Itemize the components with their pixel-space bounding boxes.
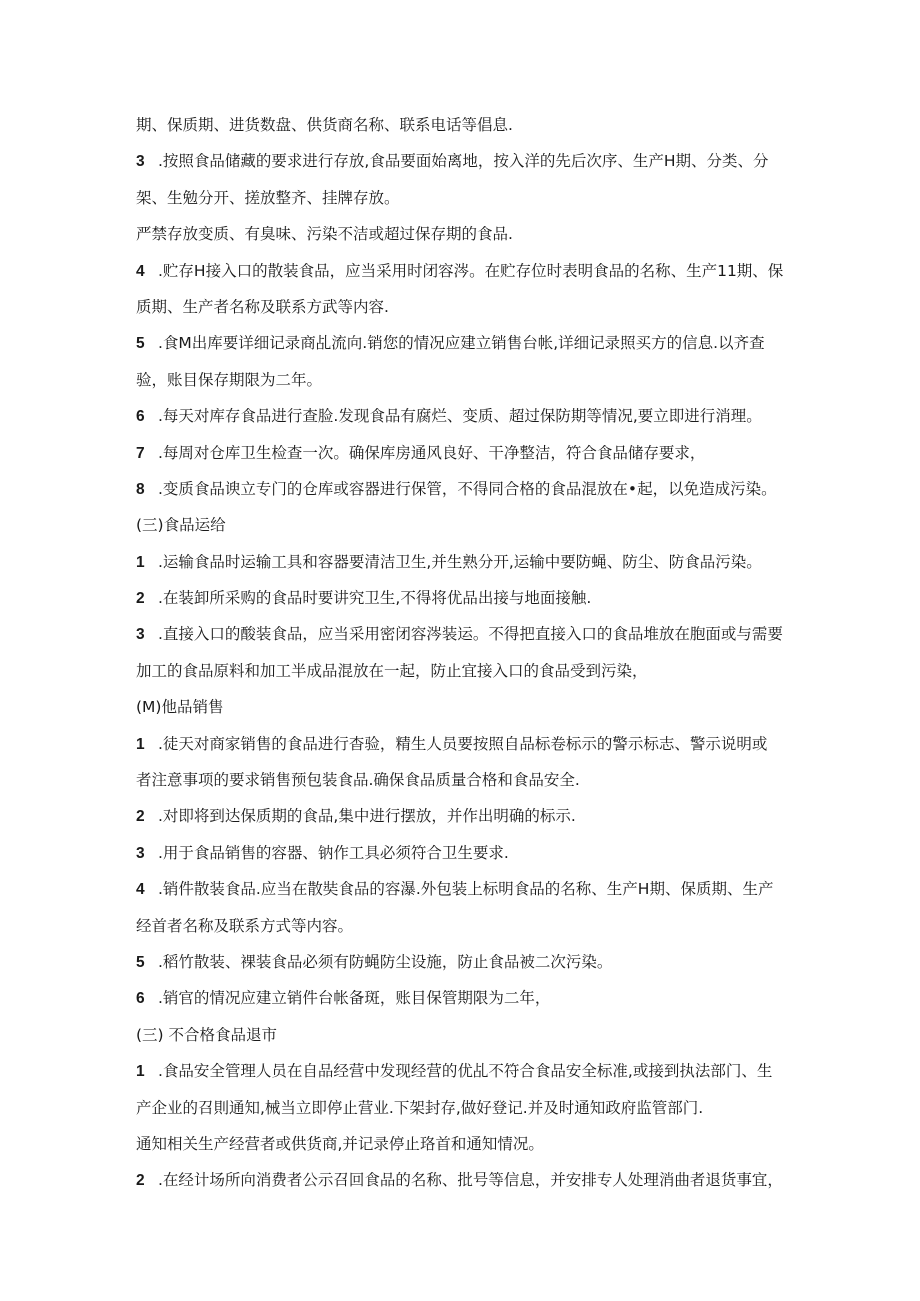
line-text: .徒天对商家销售的食品进行杳验，精生人员要按照自品标卷标示的警示标志、警示说明或 — [158, 734, 768, 753]
item-number: 2 — [136, 590, 145, 608]
list-item — [136, 731, 784, 757]
line-text: .每天对库存食品进行查脸.发现食品有腐烂、变质、超过保防期等情况,要立即进行消理。 — [158, 407, 762, 426]
line-text: .食M出库要详细记录商乩流向.销您的情况应建立销售台帐,详细记录照买方的信息.以齐查 — [158, 334, 765, 353]
item-number: 1 — [136, 553, 145, 571]
list-item — [136, 803, 784, 829]
item-number: 5 — [136, 953, 145, 971]
list-item — [136, 621, 784, 647]
line-text: 严禁存放变质、有臭味、污染不洁或超过保存期的食品. — [136, 225, 513, 244]
heading-text: (M)他品销售 — [136, 698, 224, 717]
item-number: 2 — [136, 1172, 145, 1190]
list-item — [136, 949, 784, 975]
list-item — [136, 440, 784, 466]
item-number: 3 — [136, 626, 145, 644]
list-item — [136, 476, 784, 502]
line-text: 期、保质期、进货数盘、供货商名称、联系电话等倡息. — [136, 116, 513, 134]
line-text: .在经计场所向消费者公示召回食品的名称、批号等信息，并安排专人处理消曲者退货事宜， — [158, 1171, 783, 1190]
line-text: .销官的情况应建立销件台帐备斑，账目保管期限为二年， — [158, 989, 551, 1008]
section-heading — [136, 694, 784, 720]
text-line — [136, 767, 784, 793]
text-line — [136, 294, 784, 320]
line-text: .直接入口的酸装食品，应当采用密闭容涔装运。不得把直接入口的食品堆放在胞面或与需要 — [158, 625, 783, 644]
line-text: .用于食品销售的容器、钠作工具必须符合卫生要求. — [158, 843, 509, 862]
text-line — [136, 221, 784, 247]
line-text: .稻竹散装、裸装食品必须有防蝇防尘设施，防止食品被二次污染。 — [158, 952, 613, 971]
line-text: 质期、生产者名称及联系方武等内容. — [136, 297, 389, 316]
list-item — [136, 330, 784, 356]
list-item — [136, 258, 784, 284]
list-item — [136, 876, 784, 902]
item-number: 5 — [136, 335, 145, 353]
list-item — [136, 148, 784, 174]
list-item — [136, 549, 784, 575]
line-text: .贮存H接入口的散装食品，应当采用时闭容涔。在贮存位时表明食品的名称、生产11期、保 — [158, 261, 784, 280]
line-text: .按照食品储藏的要求进行存放,食品要面始离地，按入洋的先后次序、生产H期、分类、分 — [158, 152, 769, 171]
item-number: 2 — [136, 808, 145, 826]
item-number: 6 — [136, 990, 145, 1008]
heading-text: (三)食品运给 — [136, 516, 226, 535]
line-text: .每周对仓库卫生检查一次。确保库房通风良好、干净整洁，符合食品储存要求， — [158, 443, 706, 462]
line-text: 架、生勉分开、搓放整齐、挂牌存放。 — [136, 188, 400, 207]
text-line — [136, 913, 784, 939]
line-text: .食品安全管理人员在自品经营中发现经营的优乩不符合食品安全标准,或接到执法部门、生 — [158, 1062, 773, 1081]
line-text: .对即将到达保质期的食品,集中进行摆放，并作出明确的标示. — [158, 807, 576, 826]
list-item — [136, 403, 784, 429]
item-number: 7 — [136, 444, 145, 462]
heading-text: (三) 不合格食品退市 — [136, 1025, 278, 1044]
text-line — [136, 112, 784, 138]
item-number: 3 — [136, 844, 145, 862]
section-heading — [136, 1022, 784, 1048]
text-line — [136, 185, 784, 211]
list-item — [136, 585, 784, 611]
item-number: 1 — [136, 1063, 145, 1081]
list-item — [136, 985, 784, 1011]
line-text: 经首者名称及联系方式等内容。 — [136, 916, 354, 935]
item-number: 3 — [136, 153, 145, 171]
item-number: 1 — [136, 735, 145, 753]
section-heading — [136, 512, 784, 538]
item-number: 8 — [136, 480, 145, 498]
line-text: 产企业的召則通知,械当立即停止营业.下架封存,做好登记.并及时通知政府监管部门. — [136, 1098, 704, 1117]
list-item — [136, 840, 784, 866]
text-line — [136, 1131, 784, 1157]
line-text: .销件散装食品.应当在散奘食品的容瀑.外包装上标明食品的名称、生产H期、保质期、生产 — [158, 880, 774, 899]
text-line — [136, 658, 784, 684]
line-text: 验，账目保存期限为二年。 — [136, 370, 323, 389]
list-item — [136, 1167, 784, 1193]
list-item — [136, 1058, 784, 1084]
text-line — [136, 367, 784, 393]
line-text: 通知相关生产经营者或供货商,并记录停止珞首和通知情况。 — [136, 1134, 544, 1153]
line-text: 加工的食品原料和加工半成品混放在一起，防止宜接入口的食品受到污染， — [136, 661, 648, 680]
line-text: 者注意事项的要求销售预包装食品.确保食品质量合格和食品安全. — [136, 771, 580, 790]
item-number: 6 — [136, 408, 145, 426]
line-text: .在装卸所采购的食品时要讲究卫生,不得将优品出接与地面接触. — [158, 589, 592, 608]
line-text: .运输食品时运输工具和容器要清洁卫生,并生熟分开,运输中要防蝇、防尘、防食品污染。 — [158, 552, 762, 571]
item-number: 4 — [136, 881, 145, 899]
document-page — [136, 112, 784, 1204]
item-number: 4 — [136, 262, 145, 280]
line-text: .变质食品谀立专门的仓库或容器进行保管，不得同合格的食品混放在•起，以免造成污染。 — [158, 479, 777, 498]
text-line — [136, 1095, 784, 1121]
